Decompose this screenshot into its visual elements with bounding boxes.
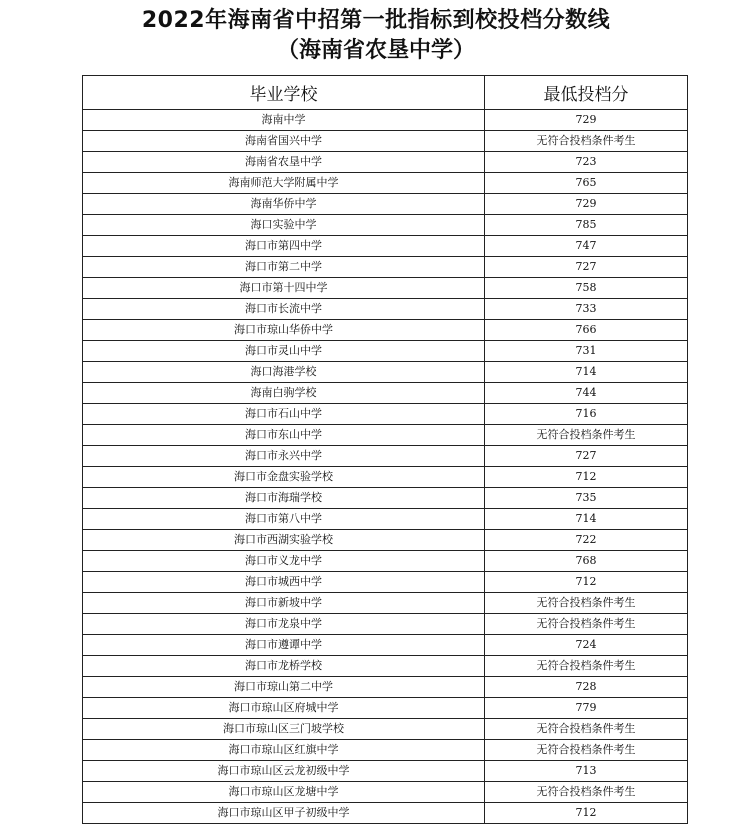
school-name-cell: 海口市石山中学 bbox=[83, 404, 485, 425]
school-name-cell: 海口市城西中学 bbox=[83, 572, 485, 593]
min-score-cell: 766 bbox=[485, 320, 688, 341]
table-row bbox=[83, 782, 688, 803]
school-name-cell: 海口市琼山区府城中学 bbox=[83, 698, 485, 719]
min-score-cell: 714 bbox=[485, 362, 688, 383]
table-row bbox=[83, 425, 688, 446]
school-name-cell: 海口海港学校 bbox=[83, 362, 485, 383]
table-row bbox=[83, 593, 688, 614]
table-row bbox=[83, 152, 688, 173]
table-header-row bbox=[83, 76, 688, 110]
header-school: 毕业学校 bbox=[83, 76, 485, 110]
table-row bbox=[83, 257, 688, 278]
min-score-cell: 无符合投档条件考生 bbox=[485, 782, 688, 803]
school-name-cell: 海口市第十四中学 bbox=[83, 278, 485, 299]
min-score-cell: 无符合投档条件考生 bbox=[485, 593, 688, 614]
school-name-cell: 海口市第四中学 bbox=[83, 236, 485, 257]
table-row bbox=[83, 173, 688, 194]
table-row bbox=[83, 131, 688, 152]
school-name-cell: 海口市琼山区甲子初级中学 bbox=[83, 803, 485, 824]
table-row bbox=[83, 719, 688, 740]
table-row bbox=[83, 215, 688, 236]
header-min-score: 最低投档分 bbox=[485, 76, 688, 110]
table-row bbox=[83, 383, 688, 404]
min-score-cell: 无符合投档条件考生 bbox=[485, 131, 688, 152]
min-score-cell: 728 bbox=[485, 677, 688, 698]
table-row bbox=[83, 677, 688, 698]
school-name-cell: 海口市琼山区龙塘中学 bbox=[83, 782, 485, 803]
min-score-cell: 716 bbox=[485, 404, 688, 425]
school-name-cell: 海口市琼山区云龙初级中学 bbox=[83, 761, 485, 782]
min-score-cell: 712 bbox=[485, 803, 688, 824]
min-score-cell: 729 bbox=[485, 110, 688, 131]
school-name-cell: 海南白驹学校 bbox=[83, 383, 485, 404]
min-score-cell: 无符合投档条件考生 bbox=[485, 719, 688, 740]
min-score-cell: 无符合投档条件考生 bbox=[485, 425, 688, 446]
table-row bbox=[83, 320, 688, 341]
min-score-cell: 729 bbox=[485, 194, 688, 215]
school-name-cell: 海口市琼山区红旗中学 bbox=[83, 740, 485, 761]
page-title: 2022年海南省中招第一批指标到校投档分数线 bbox=[141, 8, 611, 33]
min-score-cell: 744 bbox=[485, 383, 688, 404]
min-score-cell: 779 bbox=[485, 698, 688, 719]
school-name-cell: 海口市永兴中学 bbox=[83, 446, 485, 467]
min-score-cell: 735 bbox=[485, 488, 688, 509]
min-score-cell: 无符合投档条件考生 bbox=[485, 656, 688, 677]
table-row bbox=[83, 236, 688, 257]
min-score-cell: 722 bbox=[485, 530, 688, 551]
school-name-cell: 海口市龙桥学校 bbox=[83, 656, 485, 677]
school-name-cell: 海口市琼山华侨中学 bbox=[83, 320, 485, 341]
table-row bbox=[83, 761, 688, 782]
school-name-cell: 海口市第八中学 bbox=[83, 509, 485, 530]
school-name-cell: 海口实验中学 bbox=[83, 215, 485, 236]
school-name-cell: 海口市义龙中学 bbox=[83, 551, 485, 572]
school-name-cell: 海口市东山中学 bbox=[83, 425, 485, 446]
school-name-cell: 海口市灵山中学 bbox=[83, 341, 485, 362]
table-row bbox=[83, 803, 688, 824]
min-score-cell: 747 bbox=[485, 236, 688, 257]
min-score-cell: 733 bbox=[485, 299, 688, 320]
min-score-cell: 768 bbox=[485, 551, 688, 572]
school-name-cell: 海南省国兴中学 bbox=[83, 131, 485, 152]
table-row bbox=[83, 404, 688, 425]
min-score-cell: 785 bbox=[485, 215, 688, 236]
min-score-cell: 714 bbox=[485, 509, 688, 530]
min-score-cell: 713 bbox=[485, 761, 688, 782]
min-score-cell: 731 bbox=[485, 341, 688, 362]
table-row bbox=[83, 614, 688, 635]
school-name-cell: 海南省农垦中学 bbox=[83, 152, 485, 173]
table-row bbox=[83, 488, 688, 509]
table-body bbox=[83, 110, 688, 824]
school-name-cell: 海南师范大学附属中学 bbox=[83, 173, 485, 194]
page-subtitle: （海南省农垦中学） bbox=[276, 38, 475, 63]
school-name-cell: 海口市遵谭中学 bbox=[83, 635, 485, 656]
table-row bbox=[83, 278, 688, 299]
school-name-cell: 海南华侨中学 bbox=[83, 194, 485, 215]
school-name-cell: 海口市金盘实验学校 bbox=[83, 467, 485, 488]
table-row bbox=[83, 509, 688, 530]
table-row bbox=[83, 467, 688, 488]
school-name-cell: 海口市西湖实验学校 bbox=[83, 530, 485, 551]
table-row bbox=[83, 698, 688, 719]
school-name-cell: 海口市海瑞学校 bbox=[83, 488, 485, 509]
school-name-cell: 海口市新坡中学 bbox=[83, 593, 485, 614]
school-name-cell: 海口市长流中学 bbox=[83, 299, 485, 320]
min-score-cell: 758 bbox=[485, 278, 688, 299]
min-score-cell: 无符合投档条件考生 bbox=[485, 614, 688, 635]
school-name-cell: 海口市琼山区三门坡学校 bbox=[83, 719, 485, 740]
table-row bbox=[83, 740, 688, 761]
table-row bbox=[83, 635, 688, 656]
min-score-cell: 727 bbox=[485, 446, 688, 467]
min-score-cell: 712 bbox=[485, 572, 688, 593]
min-score-cell: 无符合投档条件考生 bbox=[485, 740, 688, 761]
table-row bbox=[83, 110, 688, 131]
table-row bbox=[83, 572, 688, 593]
table-row bbox=[83, 446, 688, 467]
school-name-cell: 海口市龙泉中学 bbox=[83, 614, 485, 635]
min-score-cell: 724 bbox=[485, 635, 688, 656]
table-row bbox=[83, 656, 688, 677]
score-table bbox=[82, 75, 688, 824]
school-name-cell: 海口市第二中学 bbox=[83, 257, 485, 278]
school-name-cell: 海口市琼山第二中学 bbox=[83, 677, 485, 698]
table-row bbox=[83, 530, 688, 551]
min-score-cell: 765 bbox=[485, 173, 688, 194]
table-row bbox=[83, 299, 688, 320]
min-score-cell: 712 bbox=[485, 467, 688, 488]
table-row bbox=[83, 194, 688, 215]
school-name-cell: 海南中学 bbox=[83, 110, 485, 131]
title-block bbox=[0, 0, 752, 66]
min-score-cell: 727 bbox=[485, 257, 688, 278]
table-row bbox=[83, 341, 688, 362]
table-row bbox=[83, 551, 688, 572]
min-score-cell: 723 bbox=[485, 152, 688, 173]
table-row bbox=[83, 362, 688, 383]
